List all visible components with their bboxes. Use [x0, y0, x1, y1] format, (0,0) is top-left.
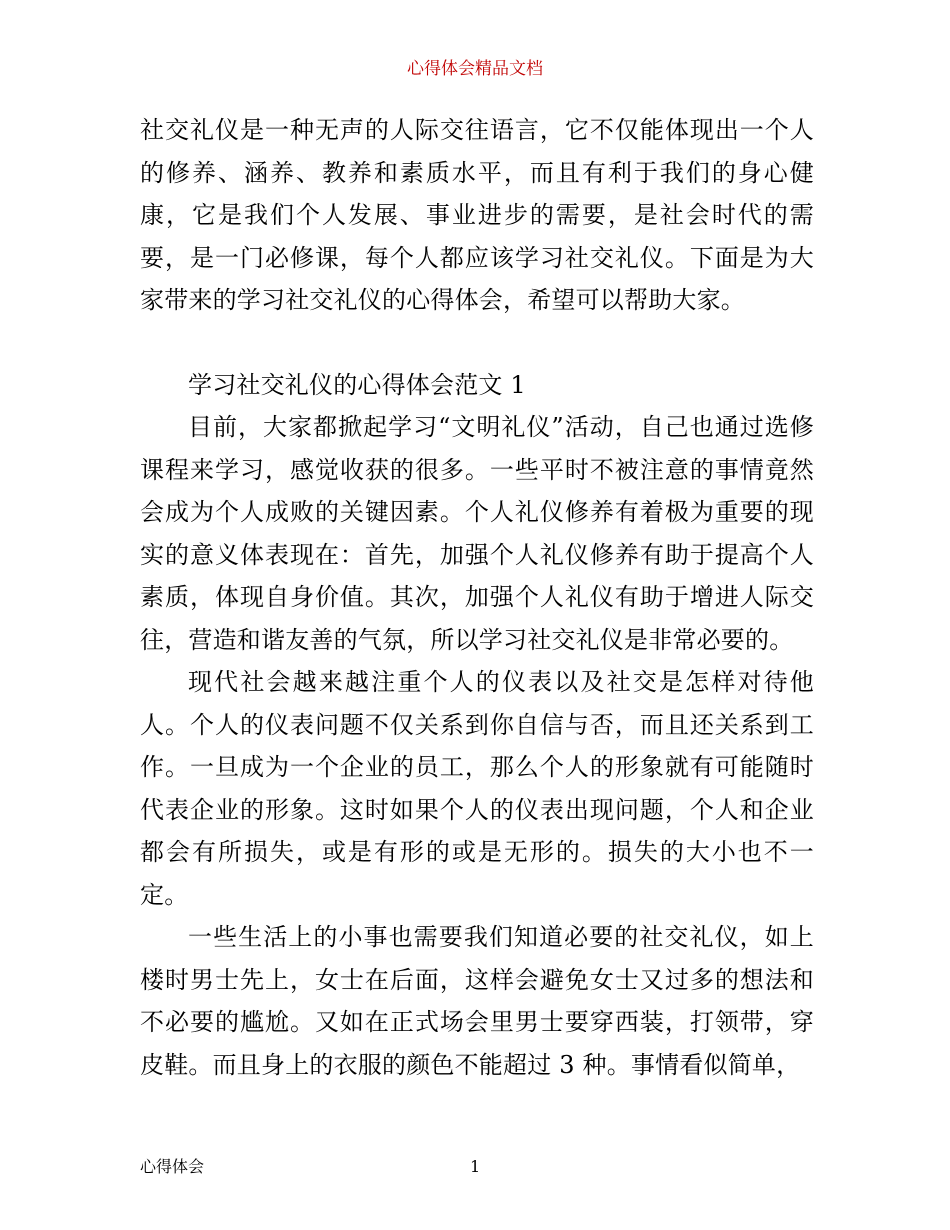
body-paragraph-1: 目前，大家都掀起学习“文明礼仪”活动，自己也通过选修课程来学习，感觉收获的很多。一些平时不被注意的事情竟然会成为个人成败的关键因素。个人礼仪修养有着极为重要的现实的意义体表现在：首先，加强个人礼仪修养有助于提高个人素质，体现自身价值。其次，加强个人礼仪有助于增进人际交往，营造和谐友善的气氛，所以学习社交礼仪是非常必要的。: [140, 413, 814, 654]
page-header-title: 心得体会精品文档: [407, 59, 543, 79]
body-paragraph-2: 现代社会越来越注重个人的仪表以及社交是怎样对待他人。个人的仪表问题不仅关系到你自信与否，而且还关系到工作。一旦成为一个企业的员工，那么个人的形象就有可能随时代表企业的形象。这时如果个人的仪表出现问题，个人和企业都会有所损失，或是有形的或是无形的。损失的大小也不一定。: [140, 668, 814, 909]
page-number: 1: [470, 1157, 481, 1176]
document-body: [140, 109, 814, 1086]
body-paragraph-3: 一些生活上的小事也需要我们知道必要的社交礼仪，如上楼时男士先上，女士在后面，这样会避免女士又过多的想法和不必要的尴尬。又如在正式场会里男士要穿西装，打领带，穿皮鞋。而且身上的衣服的颜色不能超过 3 种。事情看似简单，: [140, 923, 814, 1079]
footer-label: 心得体会: [140, 1157, 205, 1176]
section-title: 学习社交礼仪的心得体会范文 1: [188, 370, 526, 399]
intro-paragraph: 社交礼仪是一种无声的人际交往语言，它不仅能体现出一个人的修养、涵养、教养和素质水平，而且有利于我们的身心健康，它是我们个人发展、事业进步的需要，是社会时代的需要，是一门必修课，每个人都应该学习社交礼仪。下面是为大家带来的学习社交礼仪的心得体会，希望可以帮助大家。: [140, 116, 814, 314]
